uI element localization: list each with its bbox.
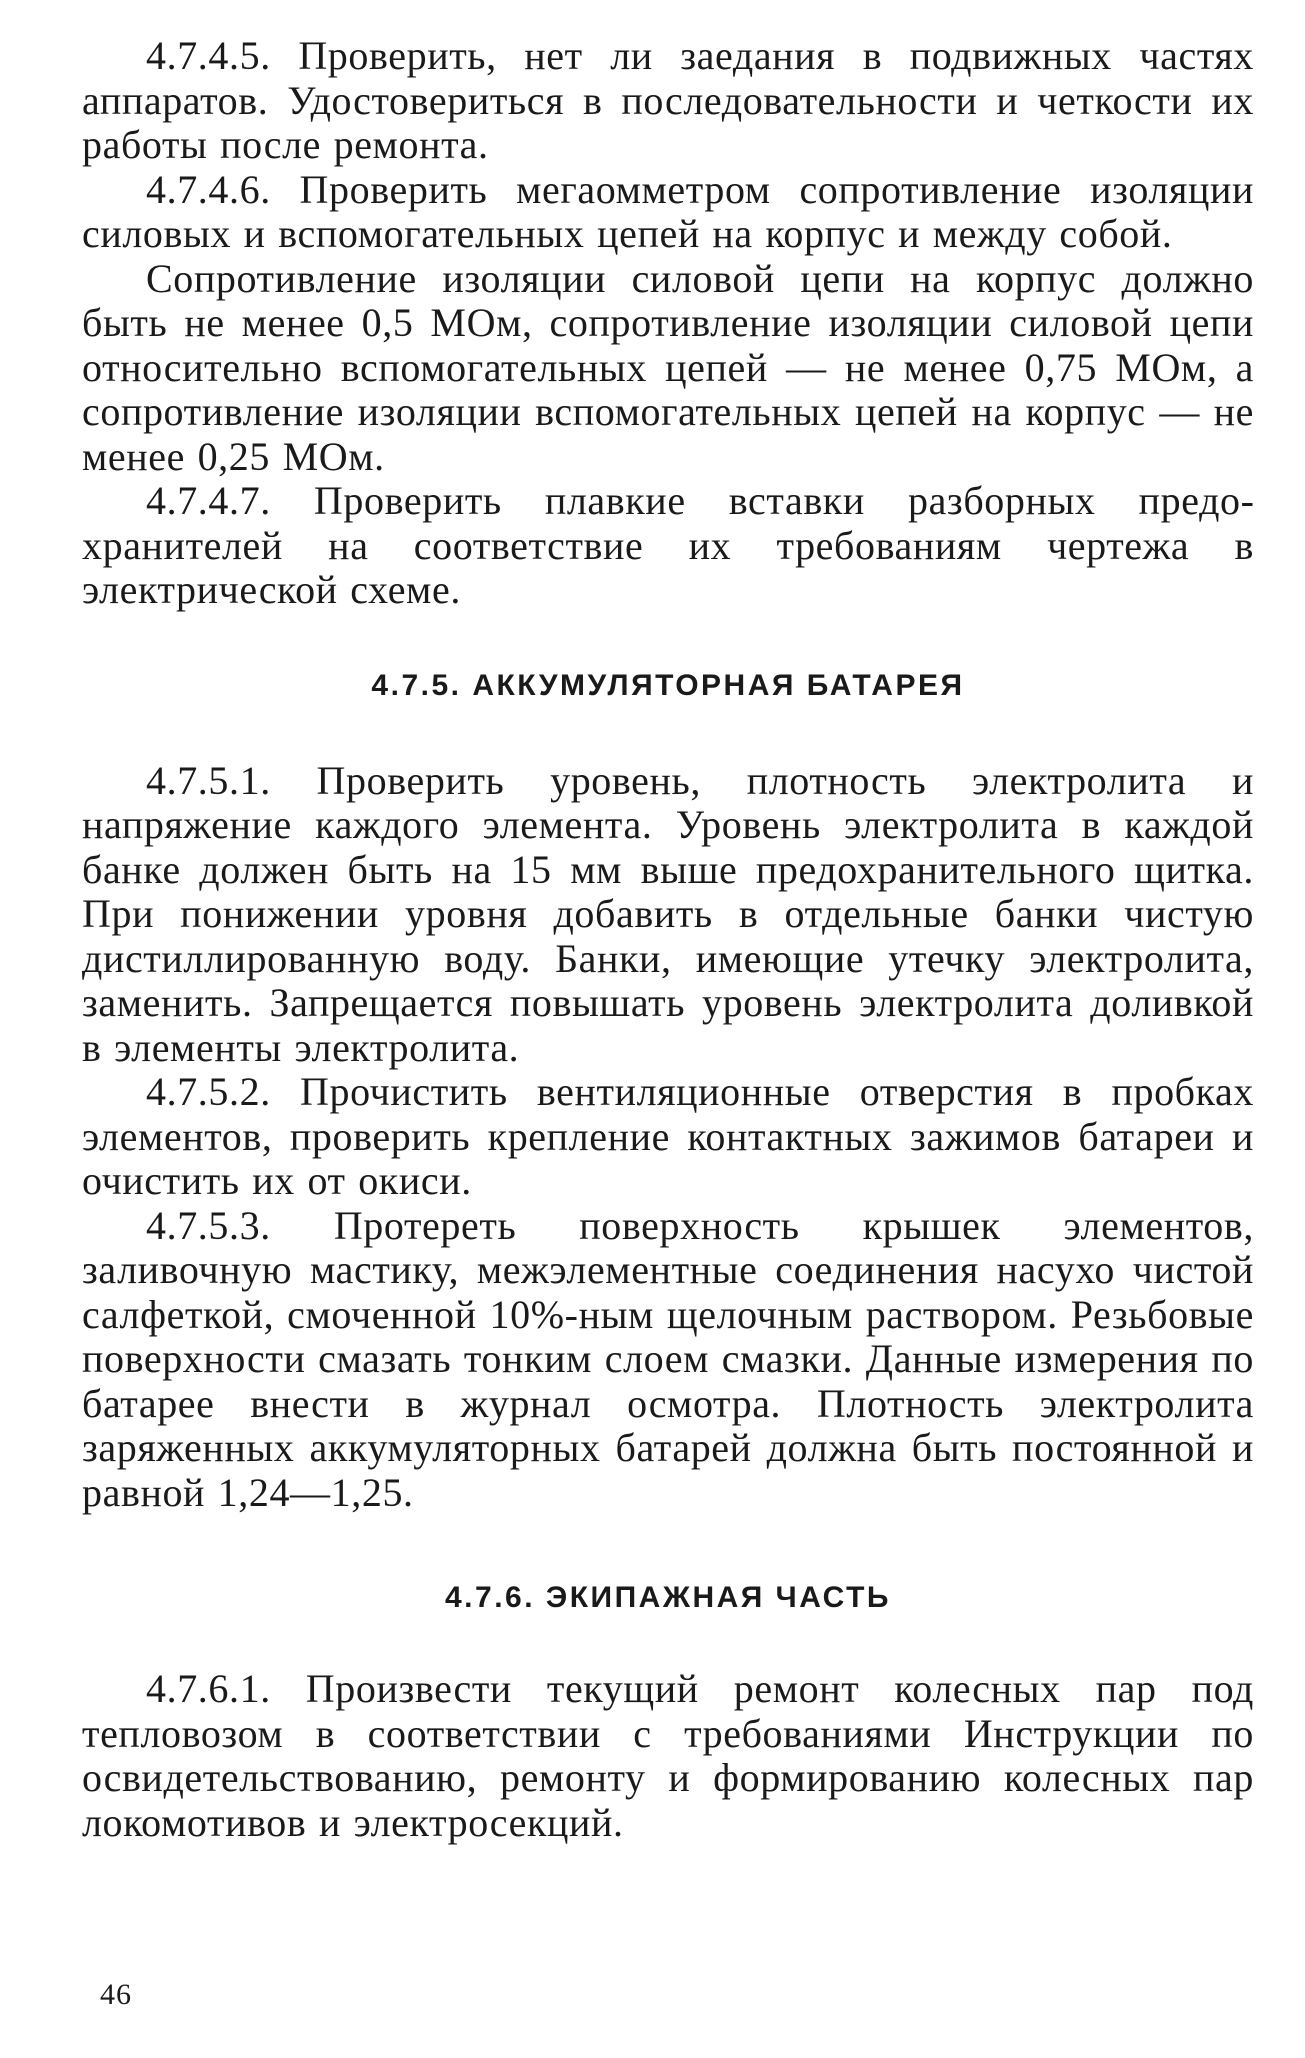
section-heading-battery: 4.7.5. АККУМУЛЯТОРНАЯ БАТАРЕЯ [371,668,965,702]
paragraph-4-7-5-2: 4.7.5.2. Прочистить вентиляционные отверстия в пробках элементов, проверить крепление контактных зажимов батареи и очистить их от окиси. [82,1069,1254,1203]
paragraph-4-7-5-1: 4.7.5.1. Проверить уровень, плотность электролита и напряжение каждого элемента. Уровень электролита в каждой банке должен быть на 15 мм выше предохранительного щитка. При понижении уровня добавить в отдельные банки чистую дистиллированную воду. Банки, имеющие утечку электролита, заменить. Запрещается повышать уровень электролита доливкой в элементы электролита. [82,757,1254,1070]
document-page [82,34,1254,1845]
paragraph-4-7-4-6: 4.7.4.6. Проверить мегаомметром сопротивление изоляции силовых и вспомогательных цепей на корпус и между собой. [82,166,1254,256]
paragraph-4-7-4-5: 4.7.4.5. Проверить, нет ли заедания в подвижных частях аппаратов. Удостовериться в последовательности и четкости их работы после ремонта. [82,33,1254,167]
paragraph-4-7-4-7: 4.7.4.7. Проверить плавкие вставки разборных предохранителей на соответствие их требованиям чертежа в электрической схеме. [82,478,1254,612]
section-heading-running-gear: 4.7.6. ЭКИПАЖНАЯ ЧАСТЬ [445,1581,891,1614]
paragraph-insulation-resistance: Сопротивление изоляции силовой цепи на корпус должно быть не менее 0,5 МОм, сопротивление изоляции силовой цепи относительно вспомогательных цепей — не менее 0,75 МОм, а сопротивление изоляции вспомогательных цепей на корпус — не менее 0,25 МОм. [82,255,1254,479]
page-number: 46 [100,1978,132,2011]
paragraph-4-7-6-1: 4.7.6.1. Произвести текущий ремонт колесных пар под тепловозом в соответствии с требованиями Инструкции по освидетельствованию, ремонту и формированию колесных пар локомотивов и электросекций. [82,1666,1254,1845]
paragraph-4-7-5-3: 4.7.5.3. Протереть поверхность крышек элементов, заливочную мастику, межэлементные соединения насухо чистой салфеткой, смоченной 10%-ным щелочным раствором. Резьбовые поверхности смазать тонким слоем смазки. Данные измерения по батарее внести в журнал осмотра. Плотность электролита заряженных аккумуляторных батарей должна быть постоянной и равной 1,24—1,25. [82,1202,1254,1515]
